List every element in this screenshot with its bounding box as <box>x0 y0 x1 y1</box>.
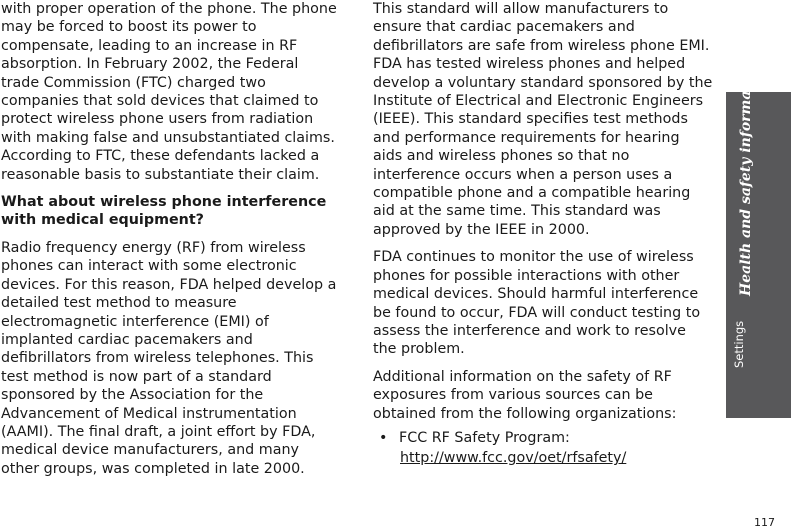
fcc-link[interactable]: http://www.fcc.gov/oet/rfsafety/ <box>400 450 627 467</box>
left-column <box>1 0 341 478</box>
standard-paragraph: This standard will allow manufacturers to ensure that cardiac pacemakers and defibrillators are safe from wireless phone EMI. FDA has tested wireless phones and helped develop a voluntary standard sponsored by the Institute of Electrical and Electronic Engineers (IEEE). This standard specifies test methods and performance requirements for hearing aids and wireless phones so that no interference occurs when a person uses a compatible phone and a compatible hearing aid at the same time. This standard was approved by the IEEE in 2000. <box>373 1 713 238</box>
side-tab-title: Health and safety information <box>738 59 754 296</box>
body-paragraph: Radio frequency energy (RF) from wireless phones can interact with some electronic devices. For this reason, FDA helped develop a detailed test method to measure electromagnetic interference (EMI) of implanted cardiac pacemakers and defibrillators from wireless telephones. This test method is now part of a standard sponsored by the Association for the Advancement of Medical instrumentation (AAMI). The final draft, a joint effort by FDA, medical device manufacturers, and many other groups, was completed in late 2000. <box>1 239 337 477</box>
bullet-label: FCC RF Safety Program: <box>399 429 570 446</box>
side-tab-subtitle: Settings <box>732 320 746 368</box>
bullet-item <box>373 429 713 447</box>
additional-info-paragraph: Additional information on the safety of RF exposures from various sources can be obtained from the following organizations: <box>373 368 677 422</box>
page-number: 117 <box>754 516 775 529</box>
intro-paragraph: with proper operation of the phone. The phone may be forced to boost its power to compensate, leading to an increase in RF absorption. In February 2002, the Federal trade Commission (FTC) charged two companies that sold devices that claimed to protect wireless phone users from radiation with making false and unsubstantiated claims. According to FTC, these defendants lacked a reasonable basis to substantiate their claim. <box>1 1 337 183</box>
right-column <box>373 0 713 468</box>
side-tab <box>726 59 791 418</box>
section-heading: What about wireless phone interference with medical equipment? <box>1 194 327 229</box>
monitoring-paragraph: FDA continues to monitor the use of wireless phones for possible interactions with other medical devices. Should harmful interference be found to occur, FDA will conduct testing to assess the interference and work to resolve the problem. <box>373 249 701 358</box>
bullet-icon: • <box>379 429 388 446</box>
